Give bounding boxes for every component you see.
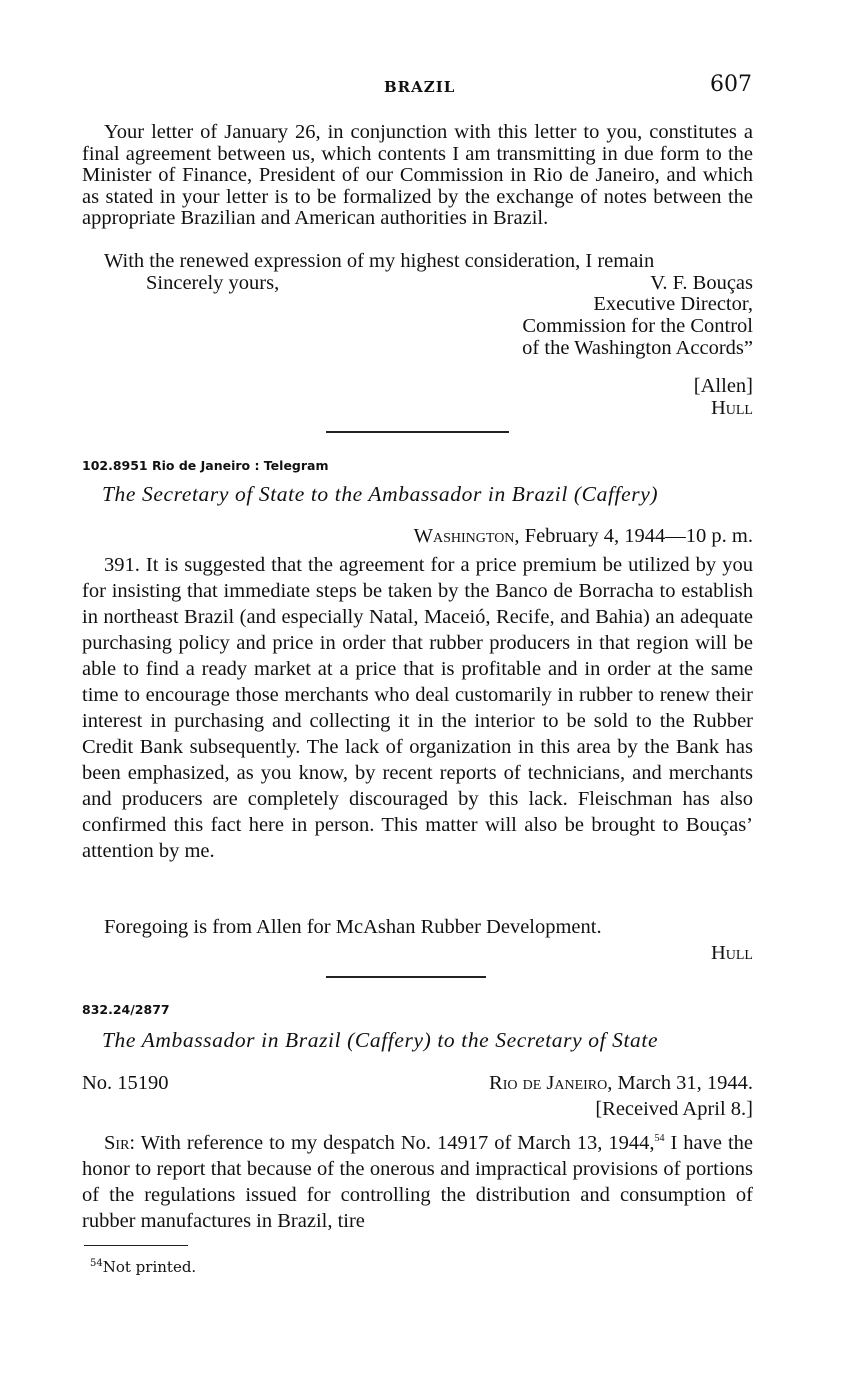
signer-title: Executive Director, bbox=[593, 293, 753, 315]
despatch-number: No. 15190 bbox=[82, 1072, 169, 1094]
footnote-divider bbox=[84, 1245, 188, 1246]
despatch-file-ref: 832.24/2877 bbox=[82, 1002, 170, 1017]
page-number: 607 bbox=[710, 72, 752, 97]
despatch-body-rest: I have the honor to report that because of the onerous and impractical provisions of portions of the regulations issued for controlling the distribution and consumption of rubber manufactures in Brazil, tire bbox=[82, 1131, 754, 1232]
telegram-file-ref: 102.8951 Rio de Janeiro : Telegram bbox=[82, 458, 329, 473]
section-divider bbox=[326, 431, 509, 433]
footnote-text: Not printed. bbox=[102, 1258, 197, 1276]
despatch-title: The Ambassador in Brazil (Caffery) to the Secretary of State bbox=[102, 1028, 659, 1052]
running-header: BRAZIL bbox=[384, 78, 456, 96]
despatch-dateline-place: Rio de Janeiro bbox=[489, 1072, 608, 1094]
telegram-foregoing: Foregoing is from Allen for McAshan Rubber Development. bbox=[104, 916, 602, 938]
footnote bbox=[90, 1258, 196, 1276]
letter-sender: [Allen] bbox=[693, 375, 753, 397]
footnote-mark: 54 bbox=[90, 1258, 103, 1269]
despatch-received: [Received April 8.] bbox=[595, 1098, 753, 1120]
footnote-reference: 54 bbox=[654, 1133, 665, 1144]
letter-signature: Hull bbox=[710, 397, 753, 419]
telegram-title: The Secretary of State to the Ambassador in Brazil (Caffery) bbox=[102, 482, 659, 506]
despatch-body-start: With reference to my despatch No. 14917 of March 13, 1944, bbox=[140, 1131, 655, 1154]
telegram-body: 391. It is suggested that the agreement for a price premium be utilized by you for insisting that immediate steps be taken by the Banco de Borracha to establish in northeast Brazil (and especially Natal, Maceió, Recife, and Bahia) an adequate purchasing policy and price in order that rubber producers in that region will be able to find a ready market at a price that is profitable and in order at the same time to encourage those merchants who deal customarily in rubber to renew their interest in purchasing and collecting it in the interior to be sold to the Rubber Credit Bank subsequently. The lack of organization in this area by the Bank has been emphasized, as you know, by recent reports of technicians, and merchants and producers are completely discouraged by this lack. Fleischman has also confirmed this fact here in person. This matter will also be brought to Bouças’ attention by me. bbox=[82, 554, 753, 862]
signer-org-line-2: of the Washington Accords” bbox=[522, 337, 753, 359]
letter-closing: With the renewed expression of my highest consideration, I remain bbox=[104, 250, 655, 272]
signer-org-line-1: Commission for the Control bbox=[522, 315, 753, 337]
despatch-body bbox=[82, 1126, 753, 1234]
letter-sincerely: Sincerely yours, bbox=[146, 272, 280, 294]
telegram-dateline bbox=[414, 525, 753, 548]
despatch-salutation: Sir: bbox=[104, 1131, 136, 1154]
telegram-dateline-date: , February 4, 1944—10 p. m. bbox=[514, 525, 753, 547]
telegram-signature: Hull bbox=[710, 942, 753, 964]
telegram-dateline-place: Washington bbox=[413, 525, 515, 547]
section-divider bbox=[326, 976, 486, 978]
despatch-dateline-date: , March 31, 1944. bbox=[607, 1072, 753, 1094]
letter-paragraph: Your letter of January 26, in conjunction with this letter to you, constitutes a final agreement between us, which contents I am transmitting in due form to the Minister of Finance, President of our Commission in Rio de Janeiro, and which as stated in your letter is to be formalized by the exchange of notes between the appropriate Brazilian and American authorities in Brazil. bbox=[82, 121, 753, 230]
signer-name: V. F. Bouças bbox=[650, 272, 753, 294]
despatch-dateline bbox=[489, 1072, 753, 1095]
